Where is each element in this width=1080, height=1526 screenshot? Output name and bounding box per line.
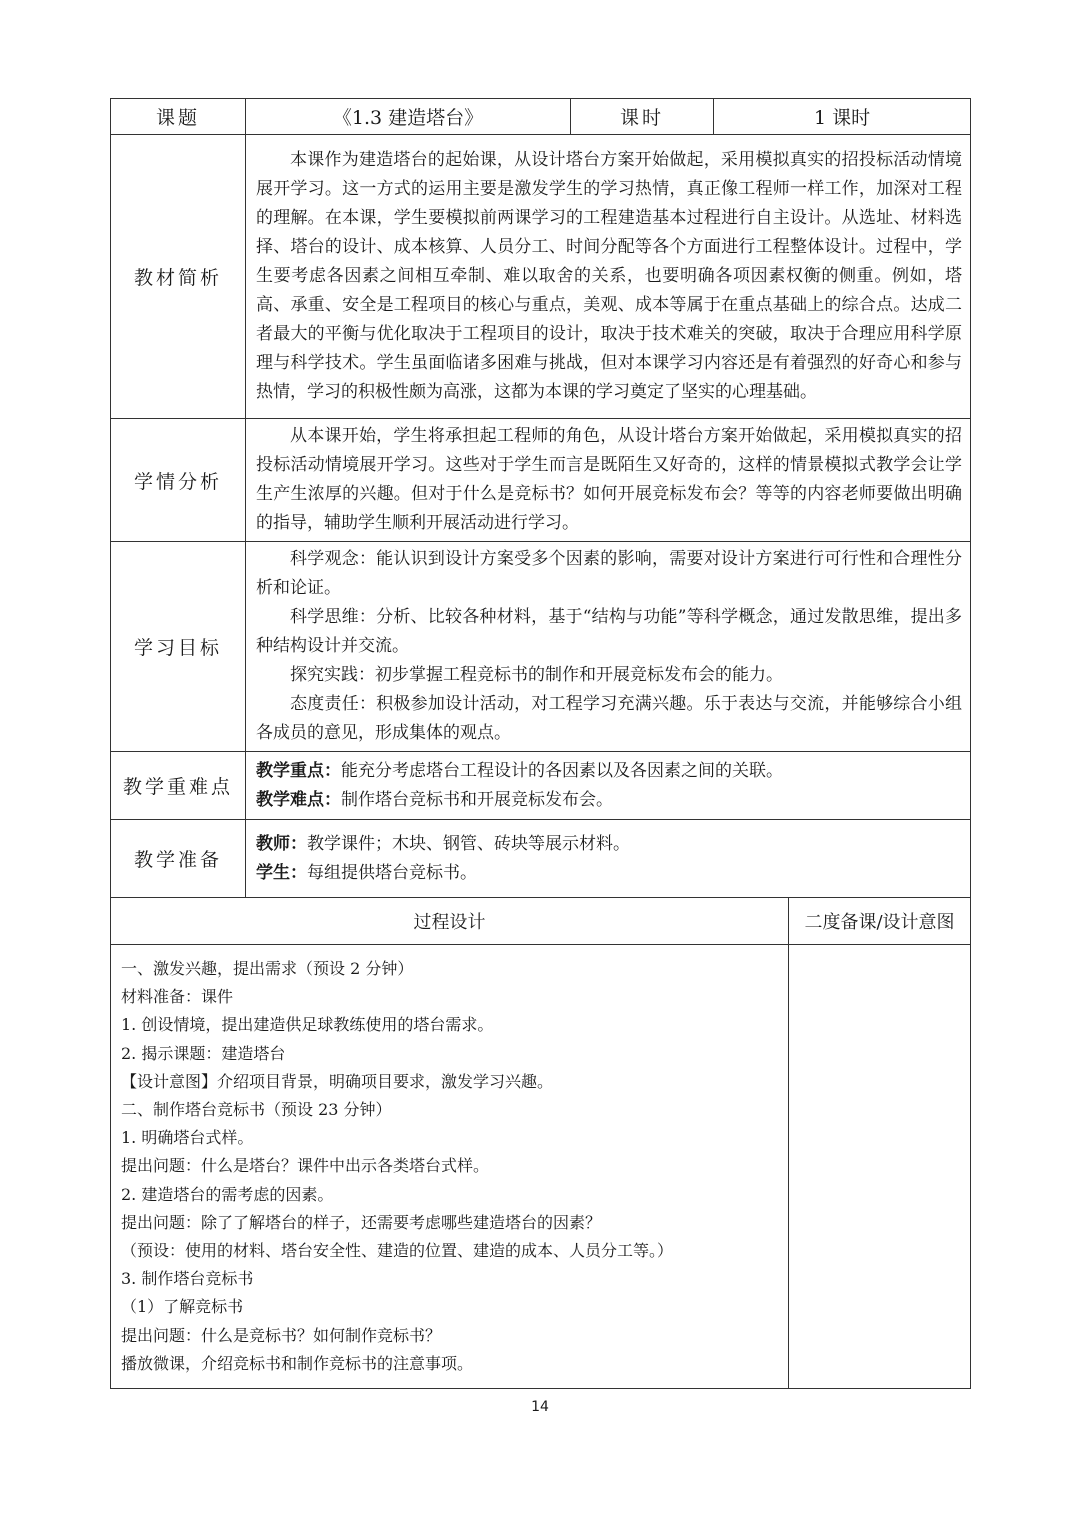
hours-value: 1 课时 [714, 99, 971, 135]
material-analysis-row [111, 135, 971, 419]
process-header-row [111, 898, 971, 945]
second-prep-cell [789, 945, 971, 1389]
process-line: 2. 揭示课题：建造塔台 [121, 1043, 286, 1063]
process-line: 播放微课，介绍竞标书和制作竞标书的注意事项。 [121, 1353, 474, 1373]
learning-goals-label: 学习目标 [111, 542, 246, 752]
learner-analysis-cell [246, 419, 971, 542]
teaching-difficulty-label: 教学难点： [256, 789, 341, 810]
process-line: 【设计意图】介绍项目背景，明确项目要求，激发学习兴趣。 [121, 1071, 554, 1091]
goal-item: 科学思维：分析、比较各种材料，基于“结构与功能”等科学概念，通过发散思维，提出多种结构设计并交流。 [256, 607, 963, 656]
teacher-prep-label: 教师： [256, 833, 307, 854]
header-row [111, 99, 971, 135]
process-line: 提出问题：什么是竞标书？如何制作竞标书？ [121, 1325, 442, 1345]
key-points-row [111, 752, 971, 820]
lesson-plan-page [110, 98, 970, 1389]
lesson-plan-table [110, 98, 971, 1389]
material-analysis-cell [246, 135, 971, 419]
teaching-focus-label: 教学重点： [256, 760, 341, 781]
student-prep [256, 859, 960, 888]
teaching-difficulty-text: 制作塔台竞标书和开展竞标发布会。 [341, 789, 613, 810]
material-analysis-text: 本课作为建造塔台的起始课，从设计塔台方案开始做起，采用模拟真实的招投标活动情境展开学习。这一方式的运用主要是激发学生的学习热情，真正像工程师一样工作，加深对工程的理解。在本课，学生要模拟前两课学习的工程建造基本过程进行自主设计。从选址、材料选择、塔台的设计、成本核算、人员分工、时间分配等各个方面进行工程整体设计。过程中，学生要考虑各因素之间相互牵制、难以取舍的关系，也要明确各项因素权衡的侧重。例如，塔高、承重、安全是工程项目的核心与重点，美观、成本等属于在重点基础上的综合点。达成二者最大的平衡与优化取决于工程项目的设计，取决于技术难关的突破，取决于合理应用科学原理与科学技术。学生虽面临诸多困难与挑战，但对本课学习内容还是有着强烈的好奇心和参与热情，学习的积极性颇为高涨，这都为本课的学习奠定了坚实的心理基础。 [256, 150, 963, 402]
process-line: 1. 明确塔台式样。 [121, 1128, 254, 1148]
teaching-focus-text: 能充分考虑塔台工程设计的各因素以及各因素之间的关联。 [341, 760, 783, 781]
learner-analysis-row [111, 419, 971, 542]
process-design-header: 过程设计 [111, 898, 789, 945]
process-line: 二、制作塔台竞标书（预设 23 分钟） [121, 1100, 392, 1120]
learner-analysis-text: 从本课开始，学生将承担起工程师的角色，从设计塔台方案开始做起，采用模拟真实的招投标活动情境展开学习。这些对于学生而言是既陌生又好奇的，这样的情景模拟式教学会让学生产生浓厚的兴趣。但对于什么是竞标书？如何开展竞标发布会？等等的内容老师要做出明确的指导，辅助学生顺利开展活动进行学习。 [256, 426, 963, 533]
hours-label: 课时 [571, 99, 714, 135]
preparation-row [111, 820, 971, 898]
learner-analysis-label: 学情分析 [111, 419, 246, 542]
process-line: 3. 制作塔台竞标书 [121, 1269, 254, 1289]
material-analysis-label: 教材简析 [111, 135, 246, 419]
key-points-cell [246, 752, 971, 820]
teaching-difficulty [256, 786, 960, 815]
teaching-focus [256, 757, 960, 786]
goal-item: 科学观念：能认识到设计方案受多个因素的影响，需要对设计方案进行可行性和合理性分析和论证。 [256, 549, 963, 598]
process-line: （1）了解竞标书 [121, 1297, 244, 1317]
process-line: 2. 建造塔台的需考虑的因素。 [121, 1184, 334, 1204]
process-line: 材料准备：课件 [121, 987, 234, 1007]
goal-item: 探究实践：初步掌握工程竞标书的制作和开展竞标发布会的能力。 [290, 665, 783, 685]
process-line: （预设：使用的材料、塔台安全性、建造的位置、建造的成本、人员分工等。） [121, 1241, 674, 1261]
goal-item: 态度责任：积极参加设计活动，对工程学习充满兴趣。乐于表达与交流，并能够综合小组各成员的意见，形成集体的观点。 [256, 694, 963, 743]
process-line: 1. 创设情境，提出建造供足球教练使用的塔台需求。 [121, 1015, 494, 1035]
student-prep-text: 每组提供塔台竞标书。 [307, 862, 477, 883]
learning-goals-cell [246, 542, 971, 752]
preparation-label: 教学准备 [111, 820, 246, 898]
process-body-row [111, 945, 971, 1389]
second-prep-header: 二度备课/设计意图 [789, 898, 971, 945]
process-line: 提出问题：什么是塔台？课件中出示各类塔台式样。 [121, 1156, 490, 1176]
learning-goals-row [111, 542, 971, 752]
topic-value: 《1.3 建造塔台》 [246, 99, 571, 135]
process-design-cell [111, 945, 789, 1389]
preparation-cell [246, 820, 971, 898]
topic-label: 课题 [111, 99, 246, 135]
student-prep-label: 学生： [256, 862, 307, 883]
teacher-prep-text: 教学课件；木块、钢管、砖块等展示材料。 [307, 833, 630, 854]
page-number: 14 [531, 1399, 549, 1415]
key-points-label: 教学重难点 [111, 752, 246, 820]
process-line: 提出问题：除了了解塔台的样子，还需要考虑哪些建造塔台的因素？ [121, 1212, 602, 1232]
teacher-prep [256, 830, 960, 859]
process-line: 一、激发兴趣，提出需求（预设 2 分钟） [121, 959, 414, 978]
